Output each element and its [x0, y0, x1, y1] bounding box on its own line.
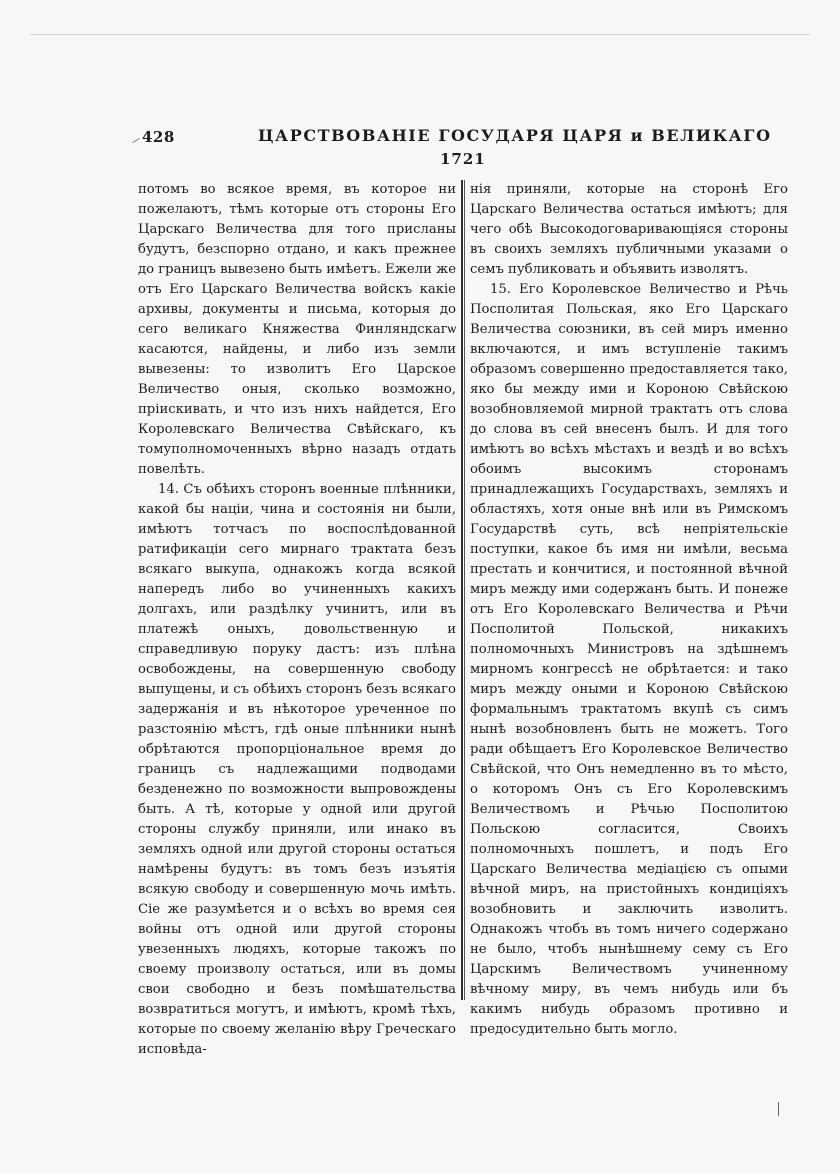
text-columns [138, 180, 800, 1057]
running-title: ЦАРСТВОВАНІЕ ГОСУДАРЯ ЦАРЯ и ВЕЛИКАГО [258, 126, 772, 145]
column-rule [461, 180, 463, 1000]
year-heading: 1721 [440, 150, 486, 168]
article-15: 15. Его Королевское Величество и Рѣчь Посполитая Польская, яко Его Царскаго Величества союзники, въ сей миръ именно включаются, и имъ вступленіе такимъ образомъ совершенно предоставляется тако, яко бы между ими и Короною Свѣйскою возобновляемой мирной трактатъ отъ слова до слова въ сей внесенъ былъ. И для того имѣютъ во всѣхъ мѣстахъ и вездѣ и во всѣхъ обоимъ высокимъ сторонамъ принадлежащихъ Государствахъ, земляхъ и областяхъ, хотя оные внѣ или въ Римскомъ Государствѣ суть, всѣ непріятельскіе поступки, какое бъ имя ни имѣли, весьма престать и кончитися, и постоянной вѣчной миръ между ими содержанъ быть. И понеже отъ Его Королевскаго Величества и Рѣчи Посполитой Польской, никакихъ полномочныхъ Министровъ на здѣшнемъ мирномъ конгрессѣ не обрѣтается: и тако миръ между оными и Короною Свѣйскою формальнымъ трактатомъ вкупѣ съ симъ нынѣ возобновленъ быть не можетъ. Того ради обѣщаетъ Его Королевское Величество Свѣйской, что Онъ немедленно въ то мѣсто, о которомъ Онъ съ Его Королевскимъ Величествомъ и Рѣчью Посполитою Польскою согласится, Своихъ полномочныхъ пошлетъ, и подъ Его Царскаго Величества медіацією съ опыми вѣчной миръ, на пристойныхъ кондиціяхъ возобновить и заключить изволитъ. Однакожъ чтобъ въ томъ ничего содержано не было, чтобъ нынѣшнему сему съ Его Царскимъ Величествомъ учиненному вѣчному миру, въ чемъ нибудь или бъ какимъ нибудь образомъ противно и предосудительно быть могло. [470, 282, 788, 1037]
right-paragraph: нія приняли, которые на сторонѣ Его Царскаго Величества остаться имѣютъ; для чего обѣ Высокодоговаривающіяся стороны въ своихъ земляхъ публичными указами о семъ публиковать и объявить изволятъ. [470, 182, 788, 277]
article-14: 14. Съ обѣихъ сторонъ военные плѣнники, какой бы націи, чина и состоянія ни были, имѣютъ тотчасъ по воспослѣдованной ратификаціи сего мирнаго трактата безъ всякаго выкупа, однакожъ когда всякой напередъ либо во учиненныхъ какихъ долгахъ, или раздѣлку учинитъ, или въ платежѣ оныхъ, довольственную и справедливую поруку дастъ: изъ плѣна освобождены, на совершенную свободу выпущены, и съ обѣихъ сторонъ безъ всякаго задержанія и въ нѣкоторое уреченное по разстоянію мѣстъ, гдѣ оные плѣнники нынѣ обрѣтаются пропорціональное время до границъ съ надлежащими подводами безденежно по возможности выпровождены быть. А тѣ, которые у одной или другой стороны службу приняли, или инако въ земляхъ одной или другой стороны остаться намѣрены будутъ: въ томъ безъ изъятія всякую свободу и совершенную мочь имѣть. Сіе же разумѣется и о всѣхъ во время сея войны отъ одной или другой стороны увезенныхъ людяхъ, которые такожъ по своему произволу остаться, или въ домы свои свободно и безъ помѣшательства возвратиться могутъ, и имѣютъ, кромѣ тѣхъ, которые по своему желанію вѣру Греческаго исповѣда- [138, 482, 456, 1057]
left-paragraph: потомъ во всякое время, въ которое ни пожелаютъ, тѣмъ которые отъ стороны Его Царскаго Величества для того присланы будутъ, безспорно отдано, и какъ прежнее до границъ вывезено быть имѣетъ. Ежели же отъ Его Царскаго Величества войскъ какіе архивы, документы и письма, которыя до сего великаго Княжества Финляндскагѡ касаются, найдены, и либо изъ земли вывезены: то изволитъ Его Царское Величество оныя, сколько возможно, пріискивать, и что изъ нихъ найдется, Его Королевскаго Величества Свѣйскаго, къ томуполномоченныхъ вѣрно назадъ отдать повелѣть. [138, 182, 457, 477]
page-number: 428 [142, 128, 175, 146]
column-rule-inner [464, 180, 465, 1000]
page-header [138, 122, 772, 152]
right-column [470, 180, 788, 1040]
page-edge [30, 34, 810, 35]
page-tick-mark [778, 1102, 779, 1116]
left-column [138, 180, 456, 1060]
